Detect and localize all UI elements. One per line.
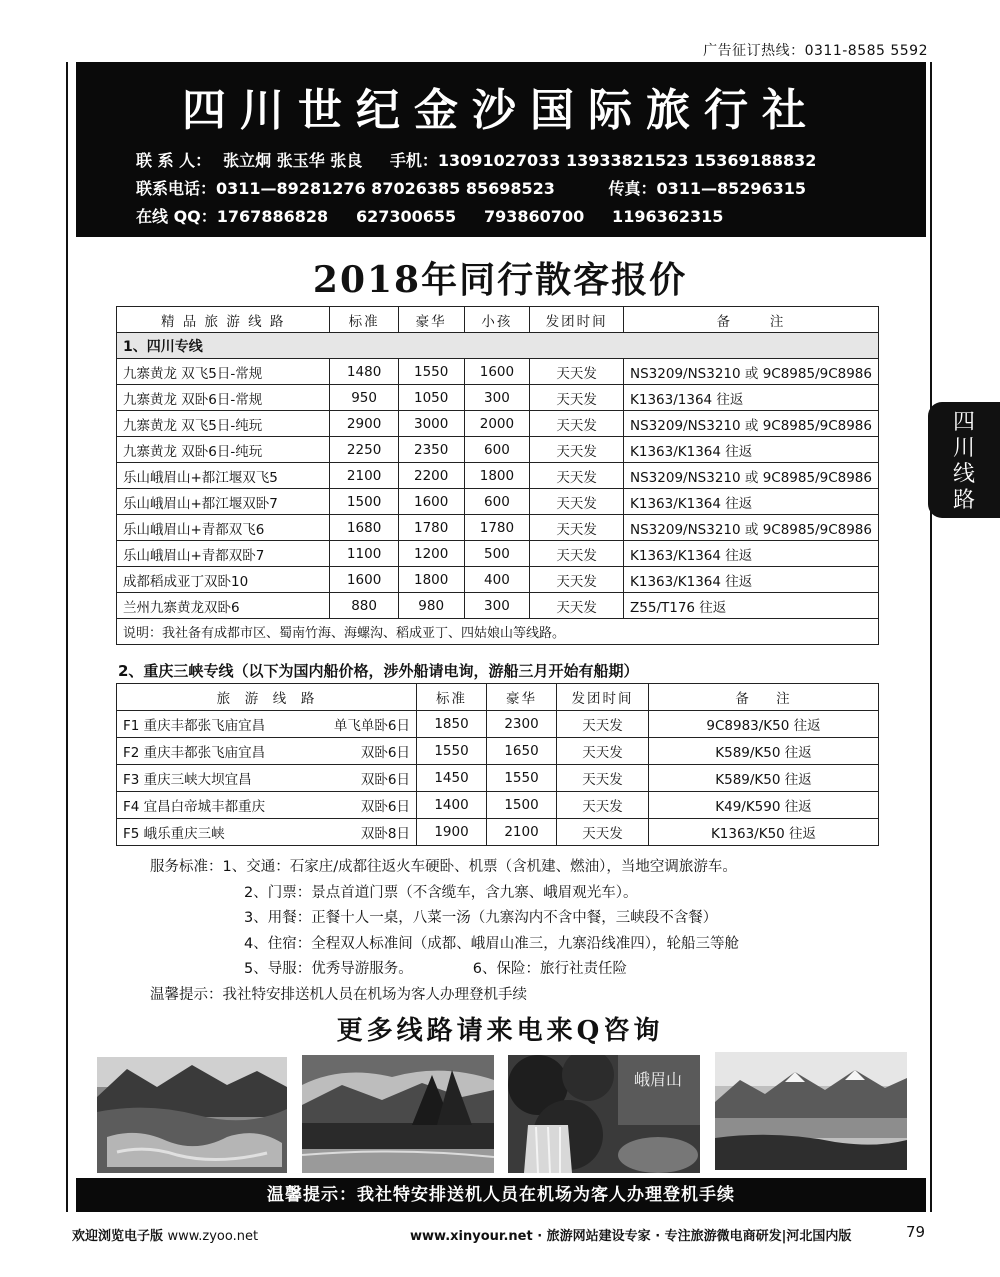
table-row [117,792,879,819]
side-tab-char: 线 [952,462,975,487]
route-name: F5 峨乐重庆三峡 [123,826,225,842]
service-guide: 5、导服：优秀导游服务。 [244,961,413,977]
table-row [117,711,879,738]
departure-cell: 天天发 [530,359,624,385]
price-cell: 300 [464,593,530,619]
landscape-image [715,1052,907,1170]
col-route: 精 品 旅 游 线 路 [117,307,330,333]
table-note: 说明：我社备有成都市区、蜀南竹海、海螺沟、稻成亚丁、四姑娘山等线路。 [117,619,879,645]
service-line [150,957,739,983]
phone-line [136,176,818,199]
route-name: F2 重庆丰都张飞庙宜昌 [123,745,266,761]
note-cell: K1363/K1364 往返 [624,437,879,463]
qq-label: 在线 QQ： [136,207,217,226]
departure-cell: 天天发 [557,738,649,765]
price-cell: 3000 [398,411,464,437]
departure-cell: 天天发 [530,593,624,619]
route-name: F1 重庆丰都张飞庙宜昌 [123,718,266,734]
landscape-image [97,1057,287,1173]
route-cell [117,765,417,792]
col-notes: 备 注 [649,684,879,711]
route-cell [117,711,417,738]
route-name: F3 重庆三峡大坝宜昌 [123,772,252,788]
price-cell: 1500 [487,792,557,819]
table-row [117,593,879,619]
table-row [117,385,879,411]
landscape-image [302,1055,494,1173]
mobile-label: 手机： [389,151,438,170]
price-cell: 1400 [417,792,487,819]
departure-cell: 天天发 [530,541,624,567]
departure-cell: 天天发 [557,711,649,738]
route-cell: 九寨黄龙 双卧6日-常规 [117,385,330,411]
table-row [117,515,879,541]
price-cell: 1600 [330,567,398,593]
table-row [117,541,879,567]
side-tab-char: 四 [952,410,975,435]
price-cell: 2250 [330,437,398,463]
table-row [117,738,879,765]
footer-url-link[interactable]: www.zyoo.net [167,1229,259,1244]
note-cell: K49/K590 往返 [649,792,879,819]
col-notes: 备 注 [624,307,879,333]
note-cell: K1363/K1364 往返 [624,541,879,567]
section2-title: 2、重庆三峡专线（以下为国内船价格，涉外船请电询，游船三月开始有船期） [118,662,639,680]
price-cell: 1500 [330,489,398,515]
bottom-tip-bar: 温馨提示：我社特安排送机人员在机场为客人办理登机手续 [76,1178,926,1212]
mobile-numbers: 13091027033 13933821523 15369188832 [437,151,817,170]
price-cell: 2100 [330,463,398,489]
price-cell: 950 [330,385,398,411]
col-route: 旅 游 线 路 [117,684,417,711]
departure-cell: 天天发 [557,765,649,792]
page-title: 2018年同行散客报价 [312,259,688,301]
note-cell: NS3209/NS3210 或 9C8985/9C8986 [624,359,879,385]
section-title: 1、四川专线 [117,333,879,359]
table-row [117,489,879,515]
price-cell: 1850 [417,711,487,738]
page-number: 79 [906,1223,926,1241]
photo-mountain-lake [302,1055,494,1173]
photo-jiuzhai-lakes [97,1057,287,1173]
price-cell: 600 [464,489,530,515]
departure-cell: 天天发 [530,489,624,515]
service-line: 4、住宿：全程双人标准间（成都、峨眉山准三，九寨沿线准四），轮船三等舱 [244,935,739,952]
route-cell: 九寨黄龙 双卧6日-纯玩 [117,437,330,463]
route-days: 双卧6日 [360,772,410,788]
departure-cell: 天天发 [530,515,624,541]
note-cell: K1363/1364 往返 [624,385,879,411]
price-cell: 1100 [330,541,398,567]
price-cell: 1800 [464,463,530,489]
side-tab-char: 路 [952,488,975,513]
price-cell: 1680 [330,515,398,541]
ad-hotline: 广告征订热线：0311-8585 5592 [703,43,928,59]
table-row [117,567,879,593]
col-luxury: 豪华 [398,307,464,333]
price-cell: 2350 [398,437,464,463]
departure-cell: 天天发 [557,819,649,846]
route-days: 单飞单卧6日 [333,718,410,734]
col-standard: 标准 [330,307,398,333]
route-cell: 乐山峨眉山+都江堰双卧7 [117,489,330,515]
price-cell: 1780 [398,515,464,541]
fax-label: 传真： [608,179,657,198]
note-cell: K589/K50 往返 [649,765,879,792]
price-cell: 1600 [398,489,464,515]
route-cell: 九寨黄龙 双飞5日-纯玩 [117,411,330,437]
service-insurance: 6、保险：旅行社责任险 [472,961,627,977]
price-cell: 1900 [417,819,487,846]
route-name: F4 宜昌白帝城丰都重庆 [123,799,266,815]
route-cell: 兰州九寨黄龙双卧6 [117,593,330,619]
note-cell: NS3209/NS3210 或 9C8985/9C8986 [624,463,879,489]
price-cell: 1550 [417,738,487,765]
table-row [117,765,879,792]
price-cell: 600 [464,437,530,463]
qq-numbers: 1767886828 627300655 793860700 1196362315 [216,207,724,226]
col-child: 小孩 [464,307,530,333]
note-cell: K1363/K1364 往返 [624,489,879,515]
price-cell: 1450 [417,765,487,792]
route-cell: 乐山峨眉山+青都双卧7 [117,541,330,567]
price-cell: 1200 [398,541,464,567]
service-line: 服务标准：1、交通：石家庄/成都往返火车硬卧、机票（含机建、燃油），当地空调旅游车。 [150,859,737,875]
col-departure: 发团时间 [557,684,649,711]
price-cell: 1550 [398,359,464,385]
table-row [117,437,879,463]
note-cell: 9C8983/K50 往返 [649,711,879,738]
price-cell: 1650 [487,738,557,765]
price-cell: 880 [330,593,398,619]
table-row [117,463,879,489]
footer-left [72,1225,258,1244]
more-routes-banner: 更多线路请来电来Q咨询 [336,1016,664,1046]
price-cell: 1050 [398,385,464,411]
side-tab-char: 川 [952,436,975,461]
price-cell: 1800 [398,567,464,593]
side-tab-sichuan-routes [928,402,1000,518]
route-days: 双卧6日 [360,799,410,815]
price-cell: 2100 [487,819,557,846]
departure-cell: 天天发 [557,792,649,819]
route-days: 双卧8日 [360,826,410,842]
price-cell: 1600 [464,359,530,385]
departure-cell: 天天发 [530,437,624,463]
emei-sign-text: 峨眉山 [633,1070,683,1089]
fax-number: 0311—85296315 [656,179,807,198]
table-row [117,411,879,437]
table-note-row [117,619,879,645]
price-cell: 980 [398,593,464,619]
departure-cell: 天天发 [530,385,624,411]
table-row [117,359,879,385]
col-standard: 标准 [417,684,487,711]
warm-tip: 温馨提示：我社特安排送机人员在机场为客人办理登机手续 [150,986,527,1003]
price-cell: 1780 [464,515,530,541]
note-cell: NS3209/NS3210 或 9C8985/9C8986 [624,515,879,541]
table-row [117,819,879,846]
service-line: 3、用餐：正餐十人一桌，八菜一汤（九寨沟内不含中餐，三峡段不含餐） [244,910,718,926]
footer-right[interactable]: www.xinyour.net · 旅游网站建设专家 · 专注旅游微电商研发|河北国内版 [410,1229,852,1244]
service-line: 2、门票：景点首道门票（不含缆车，含九寨、峨眉观光车）。 [244,884,638,901]
col-departure: 发团时间 [530,307,624,333]
landscape-image [508,1055,700,1173]
price-cell: 1480 [330,359,398,385]
qq-line [136,204,735,227]
contacts-names: 张立炯 张玉华 张良 [223,151,363,170]
price-cell: 400 [464,567,530,593]
route-cell: 乐山峨眉山+青都双飞6 [117,515,330,541]
price-cell: 2200 [398,463,464,489]
service-standards [150,855,739,1008]
agency-header [76,62,926,237]
note-cell: Z55/T176 往返 [624,593,879,619]
route-cell: 成都稻成亚丁双卧10 [117,567,330,593]
sichuan-price-table [116,306,879,645]
price-cell: 2000 [464,411,530,437]
table-header-row [117,684,879,711]
departure-cell: 天天发 [530,567,624,593]
note-cell: K589/K50 往返 [649,738,879,765]
price-cell: 1550 [487,765,557,792]
price-cell: 2300 [487,711,557,738]
col-luxury: 豪华 [487,684,557,711]
route-cell: 乐山峨眉山+都江堰双飞5 [117,463,330,489]
phone-numbers: 0311—89281276 87026385 85698523 [216,179,555,198]
photo-snow-mountains [715,1052,907,1170]
table-header-row [117,307,879,333]
photo-emei-waterfall [508,1055,700,1173]
note-cell: K1363/K50 往返 [649,819,879,846]
departure-cell: 天天发 [530,411,624,437]
section-row [117,333,879,359]
departure-cell: 天天发 [530,463,624,489]
route-cell: 九寨黄龙 双飞5日-常规 [117,359,330,385]
footer-label: 欢迎浏览电子版 [72,1229,164,1244]
agency-name: 四川世纪金沙国际旅行社 [182,85,820,136]
price-cell: 2900 [330,411,398,437]
note-cell: K1363/K1364 往返 [624,567,879,593]
route-cell [117,819,417,846]
price-cell: 500 [464,541,530,567]
route-days: 双卧6日 [360,745,410,761]
note-cell: NS3209/NS3210 或 9C8985/9C8986 [624,411,879,437]
price-cell: 300 [464,385,530,411]
route-cell [117,792,417,819]
chongqing-price-table [116,683,879,846]
phone-label: 联系电话： [136,179,217,198]
contacts-line [136,148,828,171]
route-cell [117,738,417,765]
contacts-label: 联 系 人： [136,151,212,170]
